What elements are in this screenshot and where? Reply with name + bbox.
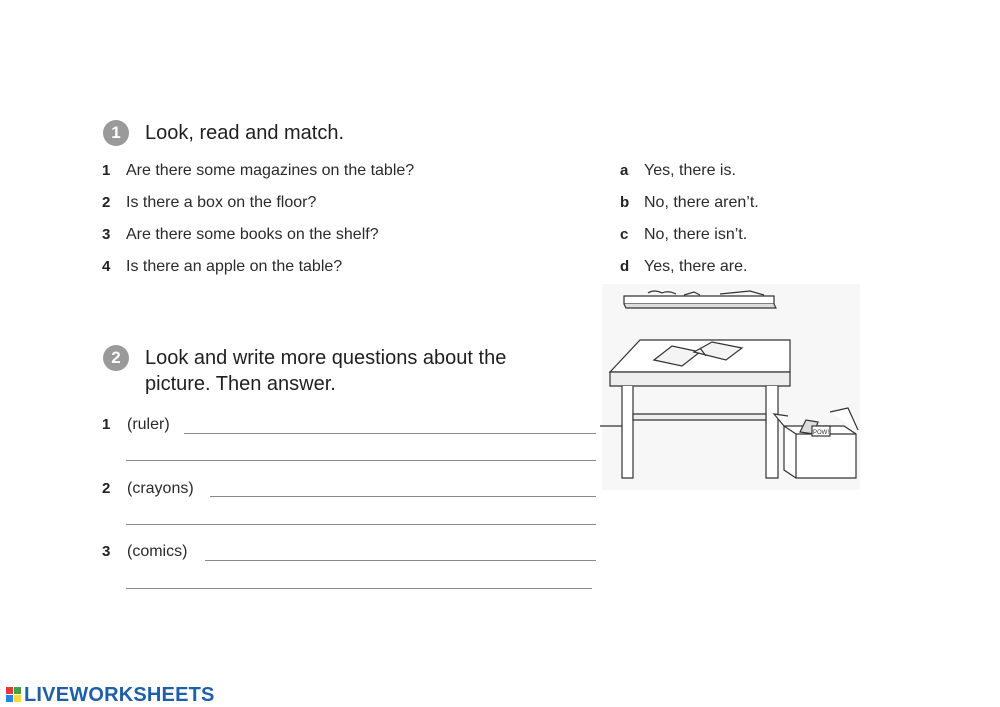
question-4-number: 4 — [102, 258, 111, 275]
write-item-2-question-line[interactable] — [210, 496, 596, 497]
logo-text: LIVEWORKSHEETS — [24, 684, 215, 706]
write-item-1-hint: (ruler) — [127, 416, 170, 433]
write-item-1-number: 1 — [102, 416, 111, 433]
answer-c-text: No, there isn’t. — [644, 226, 748, 243]
question-2-text: Is there a box on the floor? — [126, 194, 317, 211]
answer-a-text: Yes, there is. — [644, 162, 736, 179]
exercise-2-number: 2 — [103, 345, 129, 371]
logo-blocks-icon — [6, 687, 22, 703]
room-picture — [600, 282, 862, 494]
answer-a-letter: a — [620, 162, 629, 179]
question-3-text: Are there some books on the shelf? — [126, 226, 379, 243]
write-item-3-answer-line[interactable] — [126, 588, 592, 589]
write-item-2-answer-line[interactable] — [126, 524, 596, 525]
answer-b-letter: b — [620, 194, 630, 211]
question-4-text: Is there an apple on the table? — [126, 258, 343, 275]
question-2-number: 2 — [102, 194, 111, 211]
write-item-2-hint: (crayons) — [127, 480, 194, 497]
exercise-2-title-line1: Look and write more questions about the — [145, 347, 507, 369]
question-1-text: Are there some magazines on the table? — [126, 162, 415, 179]
answer-d-letter: d — [620, 258, 630, 275]
question-1-number: 1 — [102, 162, 111, 179]
liveworksheets-logo[interactable] — [6, 684, 215, 707]
exercise-1-title: Look, read and match. — [145, 122, 345, 144]
write-item-2-number: 2 — [102, 480, 111, 497]
write-item-3-number: 3 — [102, 543, 111, 560]
write-item-1-answer-line[interactable] — [126, 460, 596, 461]
write-item-3-hint: (comics) — [127, 543, 188, 560]
write-item-3-question-line[interactable] — [205, 560, 596, 561]
answer-b-text: No, there aren’t. — [644, 194, 759, 211]
exercise-2-title-line2: picture. Then answer. — [145, 373, 336, 395]
exercise-1-number: 1 — [103, 120, 129, 146]
box-label: POW! — [813, 430, 829, 436]
answer-d-text: Yes, there are. — [644, 258, 748, 275]
write-item-1-question-line[interactable] — [184, 433, 596, 434]
answer-c-letter: c — [620, 226, 629, 243]
question-3-number: 3 — [102, 226, 111, 243]
